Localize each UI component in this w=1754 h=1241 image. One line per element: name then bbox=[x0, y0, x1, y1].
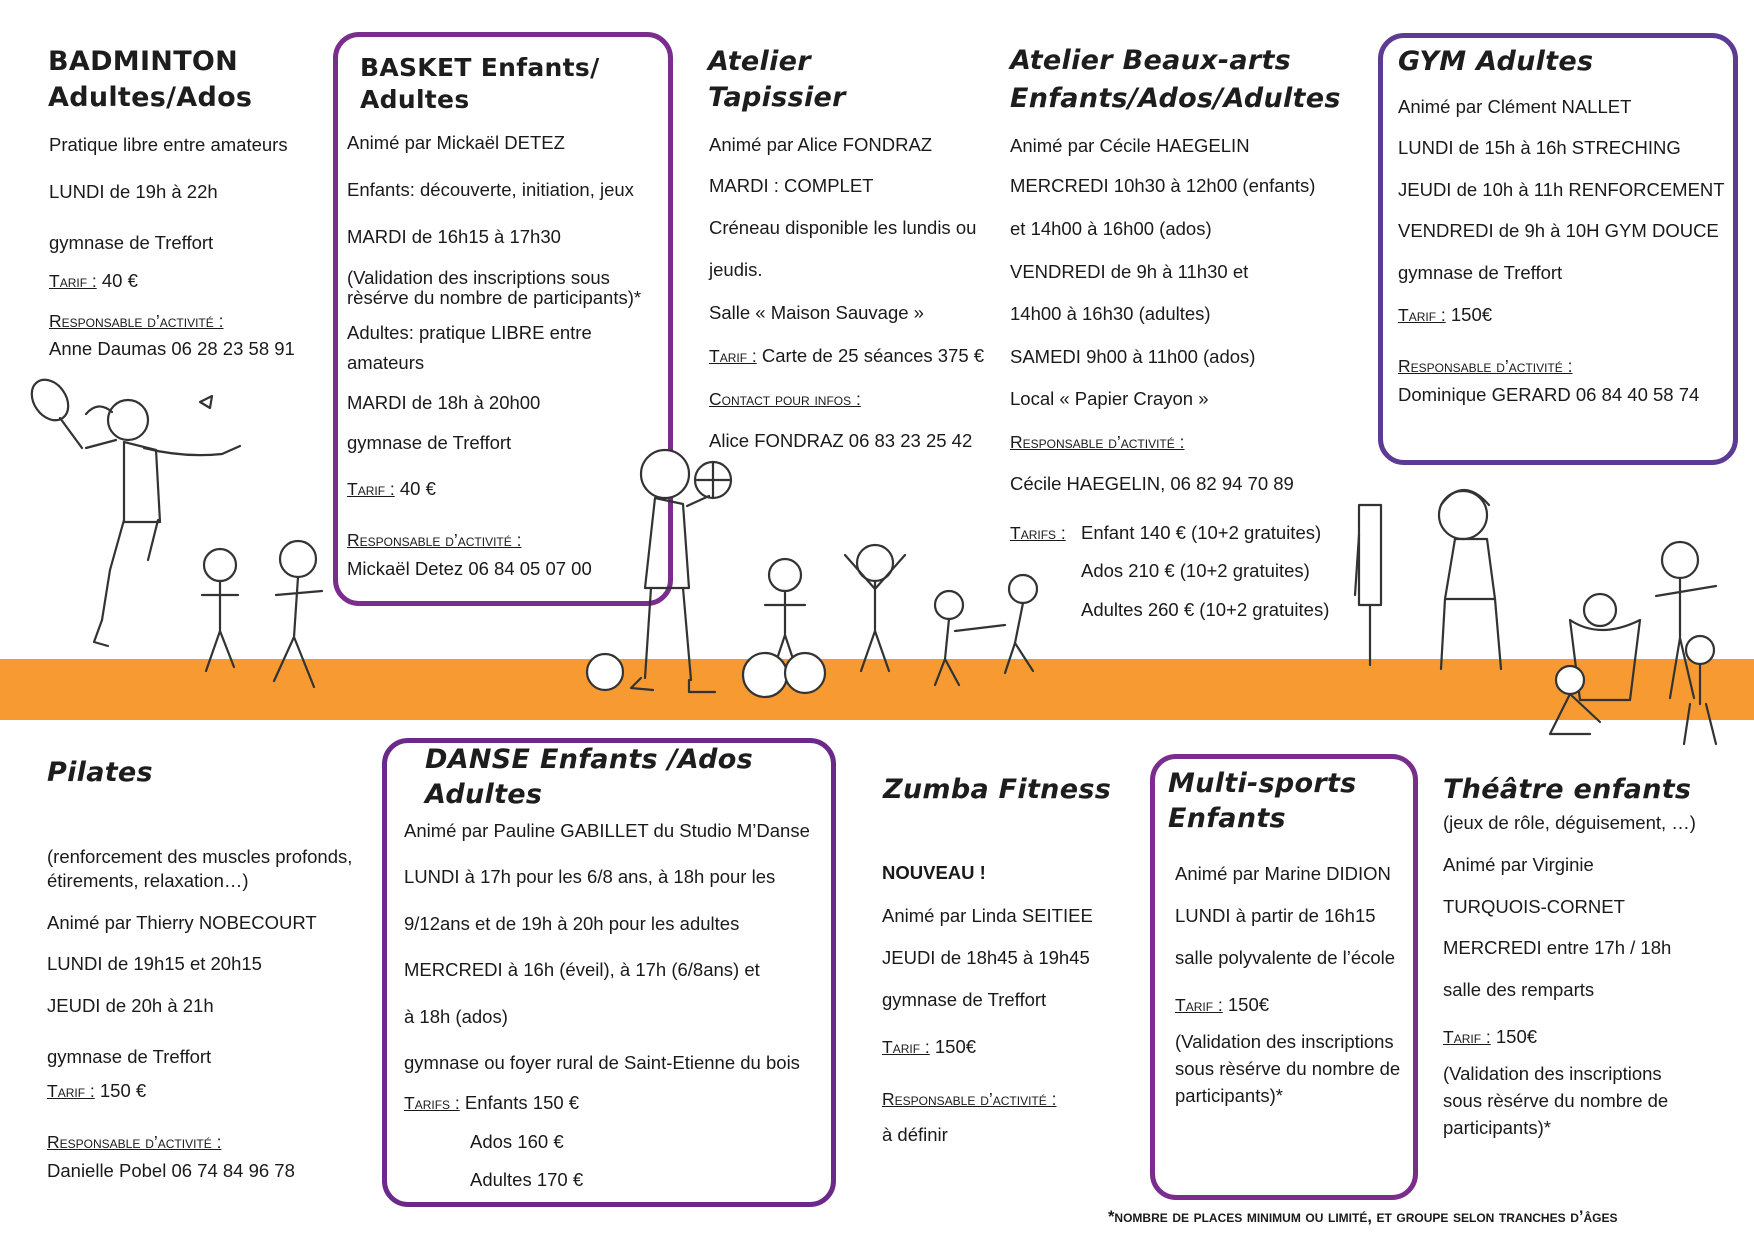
tarif-value: Carte de 25 séances 375 € bbox=[756, 345, 985, 366]
beauxarts-tarif-adultes: Adultes 260 € (10+2 gratuites) bbox=[1081, 599, 1330, 620]
danse-line: MERCREDI à 16h (éveil), à 17h (6/8ans) et bbox=[404, 959, 760, 980]
beauxarts-title: Atelier Beaux-arts Enfants/Ados/Adultes bbox=[1010, 45, 1341, 114]
multisports-line: Animé par Marine DIDION bbox=[1175, 863, 1391, 884]
danse-line: LUNDI à 17h pour les 6/8 ans, à 18h pour les bbox=[404, 866, 776, 887]
danse-title: DANSE Enfants /Ados Adultes bbox=[425, 744, 753, 810]
gym-line: JEUDI de 10h à 11h RENFORCEMENT bbox=[1398, 179, 1725, 200]
basket-line: Adultes: pratique LIBRE entre bbox=[347, 322, 592, 343]
danse-tarifs bbox=[404, 1092, 579, 1114]
beauxarts-line: VENDREDI de 9h à 11h30 et bbox=[1010, 261, 1249, 282]
theatre-line: MERCREDI entre 17h / 18h bbox=[1443, 937, 1672, 958]
zumba-new: NOUVEAU ! bbox=[882, 862, 986, 883]
basket-title: BASKET Enfants/ Adultes bbox=[360, 53, 600, 114]
danse-tarif-enfants: Enfants 150 € bbox=[459, 1092, 580, 1113]
gym-title: GYM Adultes bbox=[1398, 46, 1594, 77]
theatre-note: (Validation des inscriptions bbox=[1443, 1063, 1662, 1084]
basket-line: MARDI de 16h15 à 17h30 bbox=[347, 226, 561, 247]
tarif-label: Tarif : bbox=[882, 1037, 930, 1057]
badminton-tarif bbox=[49, 270, 138, 292]
tarif-value: 150€ bbox=[1490, 1026, 1538, 1047]
tapissier-contact-value: Alice FONDRAZ 06 83 23 25 42 bbox=[709, 430, 973, 451]
tapissier-title: Atelier Tapissier bbox=[708, 46, 846, 113]
beauxarts-line: 14h00 à 16h30 (adultes) bbox=[1010, 303, 1211, 324]
pilates-line: LUNDI de 19h15 et 20h15 bbox=[47, 953, 262, 974]
pilates-resp-label: Responsable d’activité : bbox=[47, 1132, 222, 1152]
tarif-label: Tarif : bbox=[49, 271, 97, 291]
gym-line: LUNDI de 15h à 16h STRECHING bbox=[1398, 137, 1681, 158]
pilates-line: étirements, relaxation…) bbox=[47, 870, 249, 891]
beauxarts-tarif-enfant: Enfant 140 € (10+2 gratuites) bbox=[1081, 522, 1322, 543]
gym-resp-label: Responsable d’activité : bbox=[1398, 356, 1573, 376]
multisports-line: LUNDI à partir de 16h15 bbox=[1175, 905, 1376, 926]
children-playing-illustration bbox=[725, 535, 1055, 715]
tarif-value: 150€ bbox=[1445, 304, 1493, 325]
tapissier-section bbox=[708, 44, 978, 116]
tapissier-contact-label: Contact pour infos : bbox=[709, 389, 861, 409]
beauxarts-tarif-ados: Ados 210 € (10+2 gratuites) bbox=[1081, 560, 1310, 581]
pilates-tarif bbox=[47, 1080, 146, 1102]
multisports-note: participants)* bbox=[1175, 1085, 1283, 1106]
multisports-tarif bbox=[1175, 994, 1269, 1016]
basket-line: Animé par Mickaël DETEZ bbox=[347, 132, 565, 153]
danse-line: Animé par Pauline GABILLET du Studio M’Danse bbox=[404, 820, 810, 841]
tarif-value: 150 € bbox=[94, 1080, 147, 1101]
danse-section bbox=[425, 742, 825, 812]
tarif-label: Tarif : bbox=[709, 346, 757, 366]
painter-easel-illustration bbox=[1355, 485, 1545, 685]
badminton-section bbox=[48, 44, 318, 116]
beauxarts-resp-label: Responsable d’activité : bbox=[1010, 432, 1185, 452]
theatre-note: participants)* bbox=[1443, 1117, 1551, 1138]
tapissier-line: MARDI : COMPLET bbox=[709, 175, 874, 196]
multisports-note: (Validation des inscriptions bbox=[1175, 1031, 1394, 1052]
multisports-title: Multi-sports Enfants bbox=[1168, 768, 1357, 834]
basket-line: MARDI de 18h à 20h00 bbox=[347, 392, 541, 413]
zumba-line: Animé par Linda SEITIEE bbox=[882, 905, 1093, 926]
zumba-resp-label: Responsable d’activité : bbox=[882, 1089, 1057, 1109]
tarif-label: Tarif : bbox=[1175, 995, 1223, 1015]
pilates-resp-value: Danielle Pobel 06 74 84 96 78 bbox=[47, 1160, 295, 1181]
tarif-label: Tarif : bbox=[347, 479, 395, 499]
beauxarts-line: Animé par Cécile HAEGELIN bbox=[1010, 135, 1250, 156]
zumba-resp-value: à définir bbox=[882, 1124, 948, 1145]
basket-resp-label: Responsable d’activité : bbox=[347, 530, 522, 550]
gym-section bbox=[1398, 44, 1718, 80]
basket-line: Enfants: découverte, initiation, jeux bbox=[347, 179, 634, 200]
pilates-title: Pilates bbox=[47, 757, 153, 788]
footnote: *nombre de places minimum ou limité, et groupe selon tranches d’âges bbox=[1108, 1208, 1618, 1226]
beauxarts-section bbox=[1010, 42, 1370, 118]
tapissier-line: Salle « Maison Sauvage » bbox=[709, 302, 924, 323]
badminton-resp-value: Anne Daumas 06 28 23 58 91 bbox=[49, 338, 295, 359]
pilates-section bbox=[47, 755, 347, 791]
badminton-title: BADMINTON Adultes/Ados bbox=[48, 46, 253, 113]
beauxarts-line: MERCREDI 10h30 à 12h00 (enfants) bbox=[1010, 175, 1316, 196]
multisports-note: sous rèsérve du nombre de bbox=[1175, 1058, 1401, 1079]
pilates-line: JEUDI de 20h à 21h bbox=[47, 995, 214, 1016]
gym-tarif bbox=[1398, 304, 1492, 326]
theatre-tarif bbox=[1443, 1026, 1537, 1048]
theatre-title: Théâtre enfants bbox=[1443, 774, 1692, 805]
danse-line: à 18h (ados) bbox=[404, 1006, 508, 1027]
basket-line: rèsérve du nombre de participants)* bbox=[347, 287, 642, 308]
zumba-line: gymnase de Treffort bbox=[882, 989, 1047, 1010]
pilates-line: gymnase de Treffort bbox=[47, 1046, 212, 1067]
theatre-line: (jeux de rôle, déguisement, …) bbox=[1443, 812, 1696, 833]
theatre-line: salle des remparts bbox=[1443, 979, 1595, 1000]
pilates-line: Animé par Thierry NOBECOURT bbox=[47, 912, 317, 933]
danse-tarif-ados: Ados 160 € bbox=[470, 1131, 564, 1152]
zumba-title: Zumba Fitness bbox=[883, 774, 1112, 805]
badminton-resp-label: Responsable d’activité : bbox=[49, 311, 224, 331]
tarifs-label: Tarifs : bbox=[404, 1093, 460, 1113]
danse-line: 9/12ans et de 19h à 20h pour les adultes bbox=[404, 913, 740, 934]
tarif-value: 150€ bbox=[929, 1036, 977, 1057]
basket-line: gymnase de Treffort bbox=[347, 432, 512, 453]
gym-resp-value: Dominique GERARD 06 84 40 58 74 bbox=[1398, 384, 1700, 405]
theatre-line: Animé par Virginie bbox=[1443, 854, 1594, 875]
beauxarts-line: et 14h00 à 16h00 (ados) bbox=[1010, 218, 1212, 239]
badminton-line: Pratique libre entre amateurs bbox=[49, 134, 288, 155]
zumba-tarif bbox=[882, 1036, 976, 1058]
beauxarts-tarifs-label: Tarifs : bbox=[1010, 523, 1066, 543]
children-dancing-illustration bbox=[180, 535, 360, 715]
danse-tarif-adultes: Adultes 170 € bbox=[470, 1169, 584, 1190]
danse-line: gymnase ou foyer rural de Saint-Etienne du bois bbox=[404, 1052, 800, 1073]
tarif-value: 150€ bbox=[1222, 994, 1270, 1015]
beauxarts-line: SAMEDI 9h00 à 11h00 (ados) bbox=[1010, 346, 1256, 367]
tarif-label: Tarif : bbox=[1398, 305, 1446, 325]
tarif-label: Tarif : bbox=[1443, 1027, 1491, 1047]
tapissier-tarif bbox=[709, 345, 984, 367]
theatre-children-illustration bbox=[1530, 540, 1750, 760]
theatre-section bbox=[1443, 772, 1743, 808]
beauxarts-resp-value: Cécile HAEGELIN, 06 82 94 70 89 bbox=[1010, 473, 1294, 494]
tapissier-line: Créneau disponible les lundis ou bbox=[709, 217, 977, 238]
badminton-schedule: LUNDI de 19h à 22h bbox=[49, 181, 218, 202]
basket-line: amateurs bbox=[347, 352, 425, 373]
multisports-section bbox=[1168, 766, 1408, 836]
tapissier-line: Animé par Alice FONDRAZ bbox=[709, 134, 933, 155]
badminton-location: gymnase de Treffort bbox=[49, 232, 214, 253]
basket-section bbox=[360, 52, 660, 116]
basket-tarif bbox=[347, 478, 436, 500]
beauxarts-line: Local « Papier Crayon » bbox=[1010, 388, 1209, 409]
tarif-label: Tarif : bbox=[47, 1081, 95, 1101]
tarif-value: 40 € bbox=[394, 478, 436, 499]
gym-line: VENDREDI de 9h à 10H GYM DOUCE bbox=[1398, 220, 1719, 241]
basket-resp-value: Mickaël Detez 06 84 05 07 00 bbox=[347, 558, 592, 579]
gym-line: gymnase de Treffort bbox=[1398, 262, 1563, 283]
tapissier-line: jeudis. bbox=[709, 259, 763, 280]
zumba-line: JEUDI de 18h45 à 19h45 bbox=[882, 947, 1090, 968]
basket-line: (Validation des inscriptions sous bbox=[347, 267, 610, 288]
basketball-player-illustration bbox=[585, 440, 735, 700]
theatre-note: sous rèsérve du nombre de bbox=[1443, 1090, 1669, 1111]
zumba-section bbox=[883, 772, 1143, 808]
multisports-line: salle polyvalente de l’école bbox=[1175, 947, 1396, 968]
tarif-value: 40 € bbox=[96, 270, 138, 291]
theatre-line: TURQUOIS-CORNET bbox=[1443, 896, 1625, 917]
pilates-line: (renforcement des muscles profonds, bbox=[47, 846, 353, 867]
gym-line: Animé par Clément NALLET bbox=[1398, 96, 1632, 117]
